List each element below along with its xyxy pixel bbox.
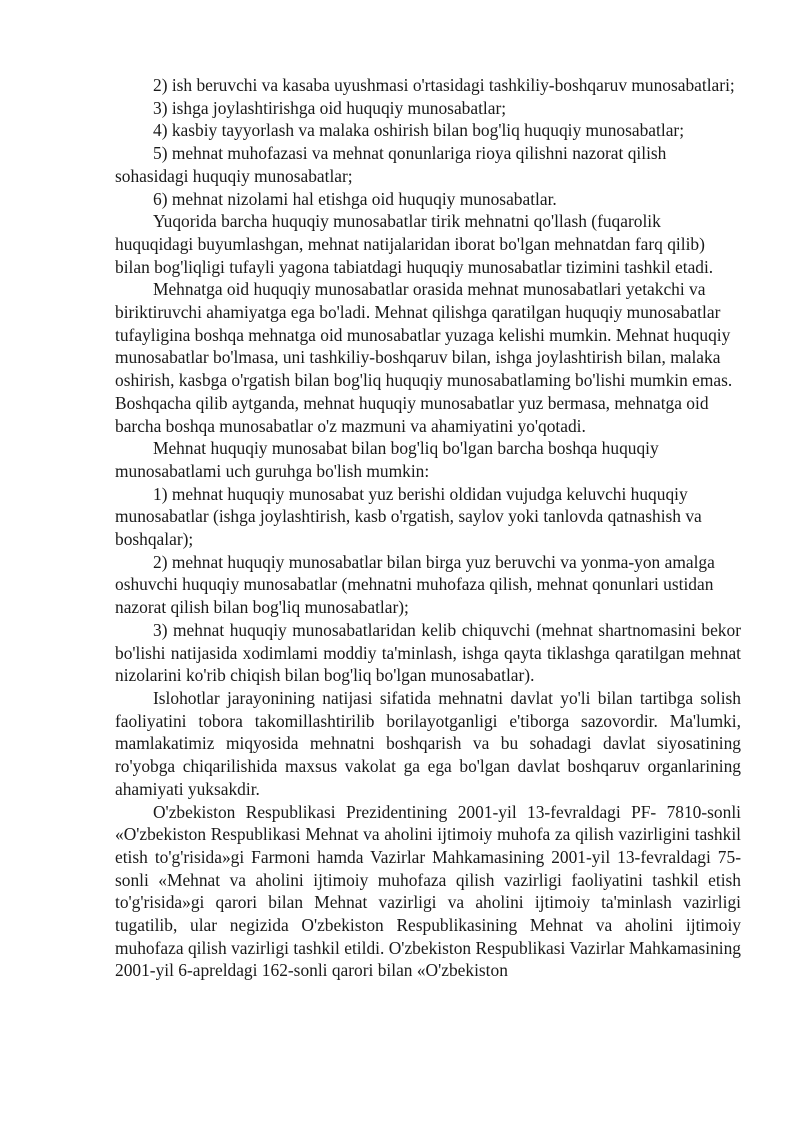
paragraph-reforms: Islohotlar jarayonining natijasi sifatida mehnatni davlat yo'li bilan tartibga solish faoliyatini tobora takomillashtirilib borilayotganligi e'tiborga sazovordir. Ma'lumki, mamlakatimiz miqyosida mehnatni boshqarish va bu sohadagi davlat siyosatining ro'yobga chiqarilishida maxsus vakolat ga ega bo'lgan davlat boshqaruv organlarining ahamiyati yuksakdir.	[115, 687, 741, 799]
group-item-1: 1) mehnat huquqiy munosabat yuz berishi oldidan vujudga keluvchi huquqiy munosabatlar (ishga joylashtirish, kasb o'rgatish, saylov yoki tanlovda qatnashish va boshqalar);	[115, 483, 702, 550]
list-item-2: 2) ish beruvchi va kasaba uyushmasi o'rtasidagi tashkiliy-boshqaruv munosabatlari;	[153, 75, 735, 95]
paragraph-decree: O'zbekiston Respublikasi Prezidentining 2001-yil 13-fevraldagi PF- 7810-sonli «O'zbekiston Respublikasi Mehnat va aholini ijtimoiy muhofa za qilish vazirligini tashkil etish to'g'risida»gi Farmoni hamda Vazirlar Mahkamasining 2001-yil 13-fevraldagi 75-sonli «Mehnat va aholini ijtimoiy muhofaza qilish vazirligi faoliyatini tashkil etish to'g'risida»gi qarori bilan Mehnat vazirligi va aholini ijtimoiy ta'minlash vazirligi tugatilib, ular negizida O'zbekiston Respublikasining Mehnat va aholini ijtimoiy muhofaza qilish vazirligi tashkil etildi. O'zbekiston Respublikasi Vazirlar Mahkamasining 2001-yil 6-apreldagi 162-sonli qarori bilan «O'zbekiston	[115, 801, 741, 981]
list-item-4: 4) kasbiy tayyorlash va malaka oshirish bilan bog'liq huquqiy munosabatlar;	[153, 120, 685, 141]
paragraph-labor-relations: Mehnatga oid huquqiy munosabatlar orasida mehnat munosabatlari yetakchi va biriktiruvchi ahamiyatga ega bo'ladi. Mehnat qilishga qaratilgan huquqiy munosabatlar tufayligina boshqa mehnatga oid munosabatlar yuzaga kelishi mumkin. Mehnat huquqiy munosabatlar bo'lmasa, uni tashkiliy-boshqaruv bilan, ishga joylashtirish bilan, malaka oshirish, kasbga o'rgatish bilan bog'liq huquqiy munosabatlaming bo'lishi mumkin emas. Boshqacha qilib aytganda, mehnat huquqiy munosabatlar yuz bermasa, mehnatga oid barcha boshqa munosabatlar o'z mazmuni va ahamiyatini yo'qotadi.	[115, 279, 733, 436]
document-page	[115, 74, 741, 982]
group-item-2: 2) mehnat huquqiy munosabatlar bilan birga yuz beruvchi va yonma-yon amalga oshuvchi huquqiy munosabatlar (mehnatni muhofaza qilish, mehnat qonunlari ustidan nazorat qilish bilan bog'liq munosabatlar);	[115, 551, 715, 618]
paragraph-unified-system: Yuqorida barcha huquqiy munosabatlar tirik mehnatni qo'llash (fuqarolik huquqidagi buyumlashgan, mehnat natijalaridan iborat bo'lgan mehnatdan farq qilib) bilan bog'liqligi tufayli yagona tabiatdagi huquqiy munosabatlar tizimini tashkil etadi.	[115, 211, 714, 277]
list-item-3: 3) ishga joylashtirishga oid huquqiy munosabatlar;	[153, 97, 507, 118]
group-item-3: 3) mehnat huquqiy munosabatlaridan kelib chiquvchi (mehnat shartnomasini bekor bo'lishi natijasida xodimlami moddiy ta'minlash, ishga qayta tiklashga qaratilgan mehnat nizolarini ko'rib chiqish bilan bog'liq bo'lgan munosabatlar).	[115, 619, 741, 686]
paragraph-three-groups-intro: Mehnat huquqiy munosabat bilan bog'liq bo'lgan barcha boshqa huquqiy munosabatlami uch guruhga bo'lish mumkin:	[115, 438, 659, 481]
list-item-6: 6) mehnat nizolami hal etishga oid huquqiy munosabatlar.	[153, 188, 557, 209]
list-item-5: 5) mehnat muhofazasi va mehnat qonunlariga rioya qilishni nazorat qilish sohasidagi huquqiy munosabatlar;	[115, 143, 667, 186]
